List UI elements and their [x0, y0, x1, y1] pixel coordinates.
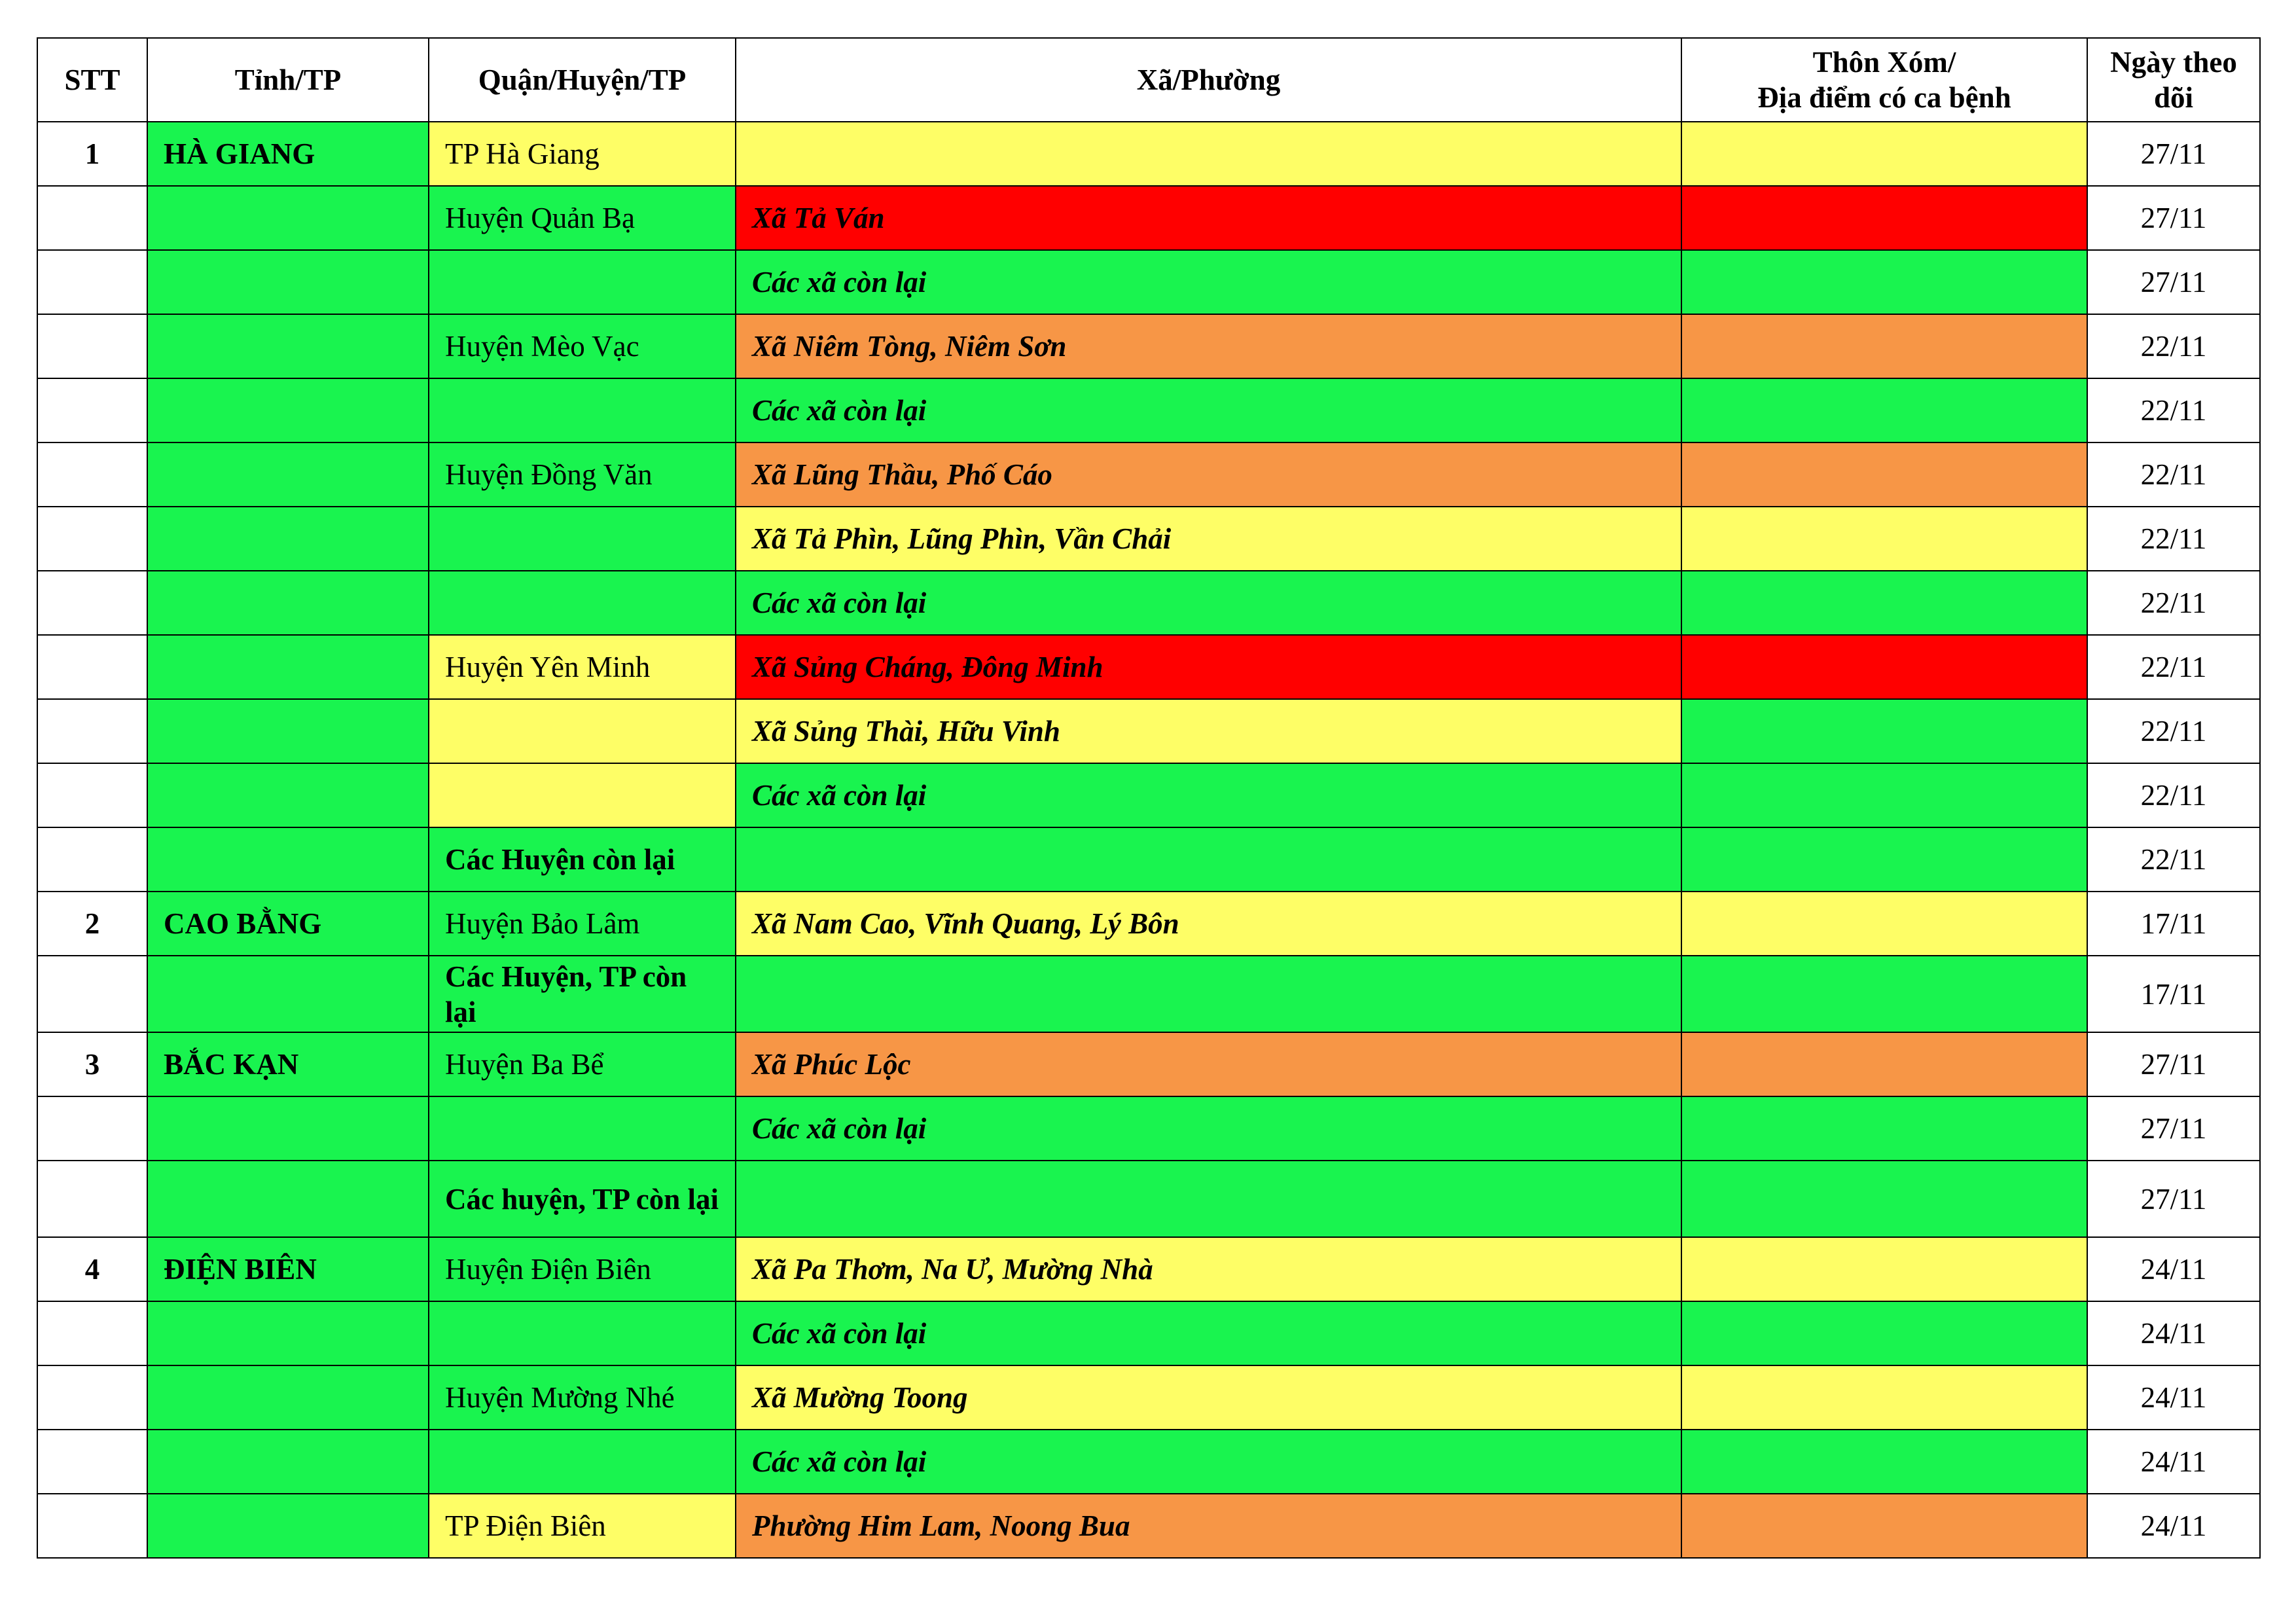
commune-cell: Các xã còn lại — [736, 1301, 1681, 1365]
table-row — [37, 442, 2260, 507]
district-cell: Huyện Bảo Lâm — [429, 892, 736, 956]
commune-cell: Xã Mường Toong — [736, 1365, 1681, 1430]
district-cell — [429, 699, 736, 763]
district-cell — [429, 763, 736, 827]
hamlet-cell — [1681, 314, 2087, 378]
stt-cell — [37, 827, 147, 892]
col-header-district: Quận/Huyện/TP — [429, 38, 736, 122]
commune-cell: Xã Phúc Lộc — [736, 1032, 1681, 1096]
table-body — [37, 122, 2260, 1558]
col-header-date-line2: dõi — [2153, 81, 2194, 114]
date-cell: 27/11 — [2087, 1032, 2260, 1096]
table-row — [37, 1096, 2260, 1161]
table-header — [37, 38, 2260, 122]
stt-cell — [37, 1161, 147, 1237]
district-cell: Huyện Điện Biên — [429, 1237, 736, 1301]
commune-cell — [736, 1161, 1681, 1237]
district-cell — [429, 1430, 736, 1494]
stt-cell — [37, 186, 147, 250]
stt-cell: 4 — [37, 1237, 147, 1301]
commune-cell: Phường Him Lam, Noong Bua — [736, 1494, 1681, 1558]
hamlet-cell — [1681, 763, 2087, 827]
stt-cell — [37, 1430, 147, 1494]
stt-cell — [37, 956, 147, 1032]
stt-cell — [37, 1301, 147, 1365]
province-cell: CAO BẰNG — [147, 892, 429, 956]
table-row — [37, 122, 2260, 186]
date-cell: 22/11 — [2087, 699, 2260, 763]
province-cell — [147, 571, 429, 635]
hamlet-cell — [1681, 378, 2087, 442]
district-cell: Các huyện, TP còn lại — [429, 1161, 736, 1237]
table-row — [37, 1032, 2260, 1096]
hamlet-cell — [1681, 1301, 2087, 1365]
district-cell — [429, 1096, 736, 1161]
stt-cell — [37, 378, 147, 442]
date-cell: 24/11 — [2087, 1430, 2260, 1494]
province-cell — [147, 507, 429, 571]
table-row — [37, 314, 2260, 378]
district-cell — [429, 507, 736, 571]
hamlet-cell — [1681, 956, 2087, 1032]
district-cell: Huyện Yên Minh — [429, 635, 736, 699]
table-row — [37, 1494, 2260, 1558]
table-row — [37, 1430, 2260, 1494]
stt-cell — [37, 314, 147, 378]
date-cell: 22/11 — [2087, 378, 2260, 442]
hamlet-cell — [1681, 892, 2087, 956]
table-row — [37, 763, 2260, 827]
table-row — [37, 186, 2260, 250]
table-row — [37, 892, 2260, 956]
table-row — [37, 378, 2260, 442]
date-cell: 24/11 — [2087, 1365, 2260, 1430]
stt-cell — [37, 1365, 147, 1430]
stt-cell — [37, 763, 147, 827]
province-cell — [147, 1161, 429, 1237]
province-cell — [147, 827, 429, 892]
province-cell: HÀ GIANG — [147, 122, 429, 186]
province-cell — [147, 1365, 429, 1430]
district-cell — [429, 378, 736, 442]
province-cell — [147, 1096, 429, 1161]
date-cell: 24/11 — [2087, 1237, 2260, 1301]
district-cell: Các Huyện, TP còn lại — [429, 956, 736, 1032]
col-header-date-line1: Ngày theo — [2110, 46, 2237, 79]
province-cell: BẮC KẠN — [147, 1032, 429, 1096]
hamlet-cell — [1681, 122, 2087, 186]
stt-cell: 1 — [37, 122, 147, 186]
stt-cell — [37, 571, 147, 635]
province-cell — [147, 442, 429, 507]
table-row — [37, 1161, 2260, 1237]
district-cell — [429, 1301, 736, 1365]
commune-cell: Xã Tả Ván — [736, 186, 1681, 250]
stt-cell — [37, 1494, 147, 1558]
stt-cell: 3 — [37, 1032, 147, 1096]
hamlet-cell — [1681, 1096, 2087, 1161]
date-cell: 22/11 — [2087, 827, 2260, 892]
commune-cell: Các xã còn lại — [736, 1430, 1681, 1494]
table-row — [37, 571, 2260, 635]
district-cell: TP Hà Giang — [429, 122, 736, 186]
hamlet-cell — [1681, 507, 2087, 571]
table-row — [37, 1237, 2260, 1301]
province-cell — [147, 763, 429, 827]
date-cell: 27/11 — [2087, 186, 2260, 250]
province-cell — [147, 635, 429, 699]
table-row — [37, 1365, 2260, 1430]
province-cell: ĐIỆN BIÊN — [147, 1237, 429, 1301]
table-row — [37, 827, 2260, 892]
hamlet-cell — [1681, 1494, 2087, 1558]
hamlet-cell — [1681, 699, 2087, 763]
date-cell: 22/11 — [2087, 442, 2260, 507]
date-cell: 27/11 — [2087, 1161, 2260, 1237]
hamlet-cell — [1681, 442, 2087, 507]
province-cell — [147, 1301, 429, 1365]
date-cell: 17/11 — [2087, 892, 2260, 956]
district-cell: Huyện Quản Bạ — [429, 186, 736, 250]
commune-cell: Xã Niêm Tòng, Niêm Sơn — [736, 314, 1681, 378]
commune-cell — [736, 122, 1681, 186]
commune-cell: Xã Nam Cao, Vĩnh Quang, Lý Bôn — [736, 892, 1681, 956]
commune-cell: Xã Pa Thơm, Na Ư, Mường Nhà — [736, 1237, 1681, 1301]
date-cell: 17/11 — [2087, 956, 2260, 1032]
province-cell — [147, 699, 429, 763]
hamlet-cell — [1681, 1430, 2087, 1494]
hamlet-cell — [1681, 1161, 2087, 1237]
commune-cell — [736, 827, 1681, 892]
commune-cell: Các xã còn lại — [736, 571, 1681, 635]
col-header-commune: Xã/Phường — [736, 38, 1681, 122]
stt-cell — [37, 507, 147, 571]
table-row — [37, 956, 2260, 1032]
table-row — [37, 635, 2260, 699]
hamlet-cell — [1681, 186, 2087, 250]
hamlet-cell — [1681, 571, 2087, 635]
commune-cell: Các xã còn lại — [736, 378, 1681, 442]
commune-risk-table — [37, 37, 2261, 1559]
hamlet-cell — [1681, 1032, 2087, 1096]
province-cell — [147, 378, 429, 442]
table-row — [37, 507, 2260, 571]
stt-cell — [37, 1096, 147, 1161]
hamlet-cell — [1681, 1365, 2087, 1430]
district-cell: Huyện Mèo Vạc — [429, 314, 736, 378]
commune-cell: Xã Lũng Thầu, Phố Cáo — [736, 442, 1681, 507]
table-row — [37, 699, 2260, 763]
hamlet-cell — [1681, 827, 2087, 892]
col-header-stt: STT — [37, 38, 147, 122]
header-row — [37, 38, 2260, 122]
district-cell: TP Điện Biên — [429, 1494, 736, 1558]
province-cell — [147, 314, 429, 378]
table-row — [37, 1301, 2260, 1365]
col-header-hamlet-line1: Thôn Xóm/ — [1812, 46, 1956, 79]
table-row — [37, 250, 2260, 314]
date-cell: 22/11 — [2087, 571, 2260, 635]
province-cell — [147, 1494, 429, 1558]
date-cell: 24/11 — [2087, 1494, 2260, 1558]
district-cell: Các Huyện còn lại — [429, 827, 736, 892]
hamlet-cell — [1681, 250, 2087, 314]
col-header-date — [2087, 38, 2260, 122]
stt-cell — [37, 442, 147, 507]
commune-cell: Các xã còn lại — [736, 1096, 1681, 1161]
date-cell: 27/11 — [2087, 250, 2260, 314]
province-cell — [147, 956, 429, 1032]
col-header-hamlet — [1681, 38, 2087, 122]
date-cell: 22/11 — [2087, 635, 2260, 699]
district-cell — [429, 571, 736, 635]
commune-cell: Xã Sủng Cháng, Đông Minh — [736, 635, 1681, 699]
date-cell: 22/11 — [2087, 314, 2260, 378]
district-cell — [429, 250, 736, 314]
province-cell — [147, 250, 429, 314]
stt-cell — [37, 699, 147, 763]
stt-cell — [37, 250, 147, 314]
commune-cell: Xã Sủng Thài, Hữu Vinh — [736, 699, 1681, 763]
hamlet-cell — [1681, 635, 2087, 699]
date-cell: 27/11 — [2087, 1096, 2260, 1161]
district-cell: Huyện Mường Nhé — [429, 1365, 736, 1430]
commune-cell — [736, 956, 1681, 1032]
province-cell — [147, 186, 429, 250]
hamlet-cell — [1681, 1237, 2087, 1301]
district-cell: Huyện Ba Bể — [429, 1032, 736, 1096]
col-header-hamlet-line2: Địa điểm có ca bệnh — [1757, 81, 2011, 114]
commune-cell: Các xã còn lại — [736, 250, 1681, 314]
commune-cell: Xã Tả Phìn, Lũng Phìn, Vần Chải — [736, 507, 1681, 571]
date-cell: 22/11 — [2087, 763, 2260, 827]
col-header-province: Tỉnh/TP — [147, 38, 429, 122]
district-cell: Huyện Đồng Văn — [429, 442, 736, 507]
date-cell: 24/11 — [2087, 1301, 2260, 1365]
commune-cell: Các xã còn lại — [736, 763, 1681, 827]
date-cell: 22/11 — [2087, 507, 2260, 571]
date-cell: 27/11 — [2087, 122, 2260, 186]
stt-cell: 2 — [37, 892, 147, 956]
province-cell — [147, 1430, 429, 1494]
stt-cell — [37, 635, 147, 699]
